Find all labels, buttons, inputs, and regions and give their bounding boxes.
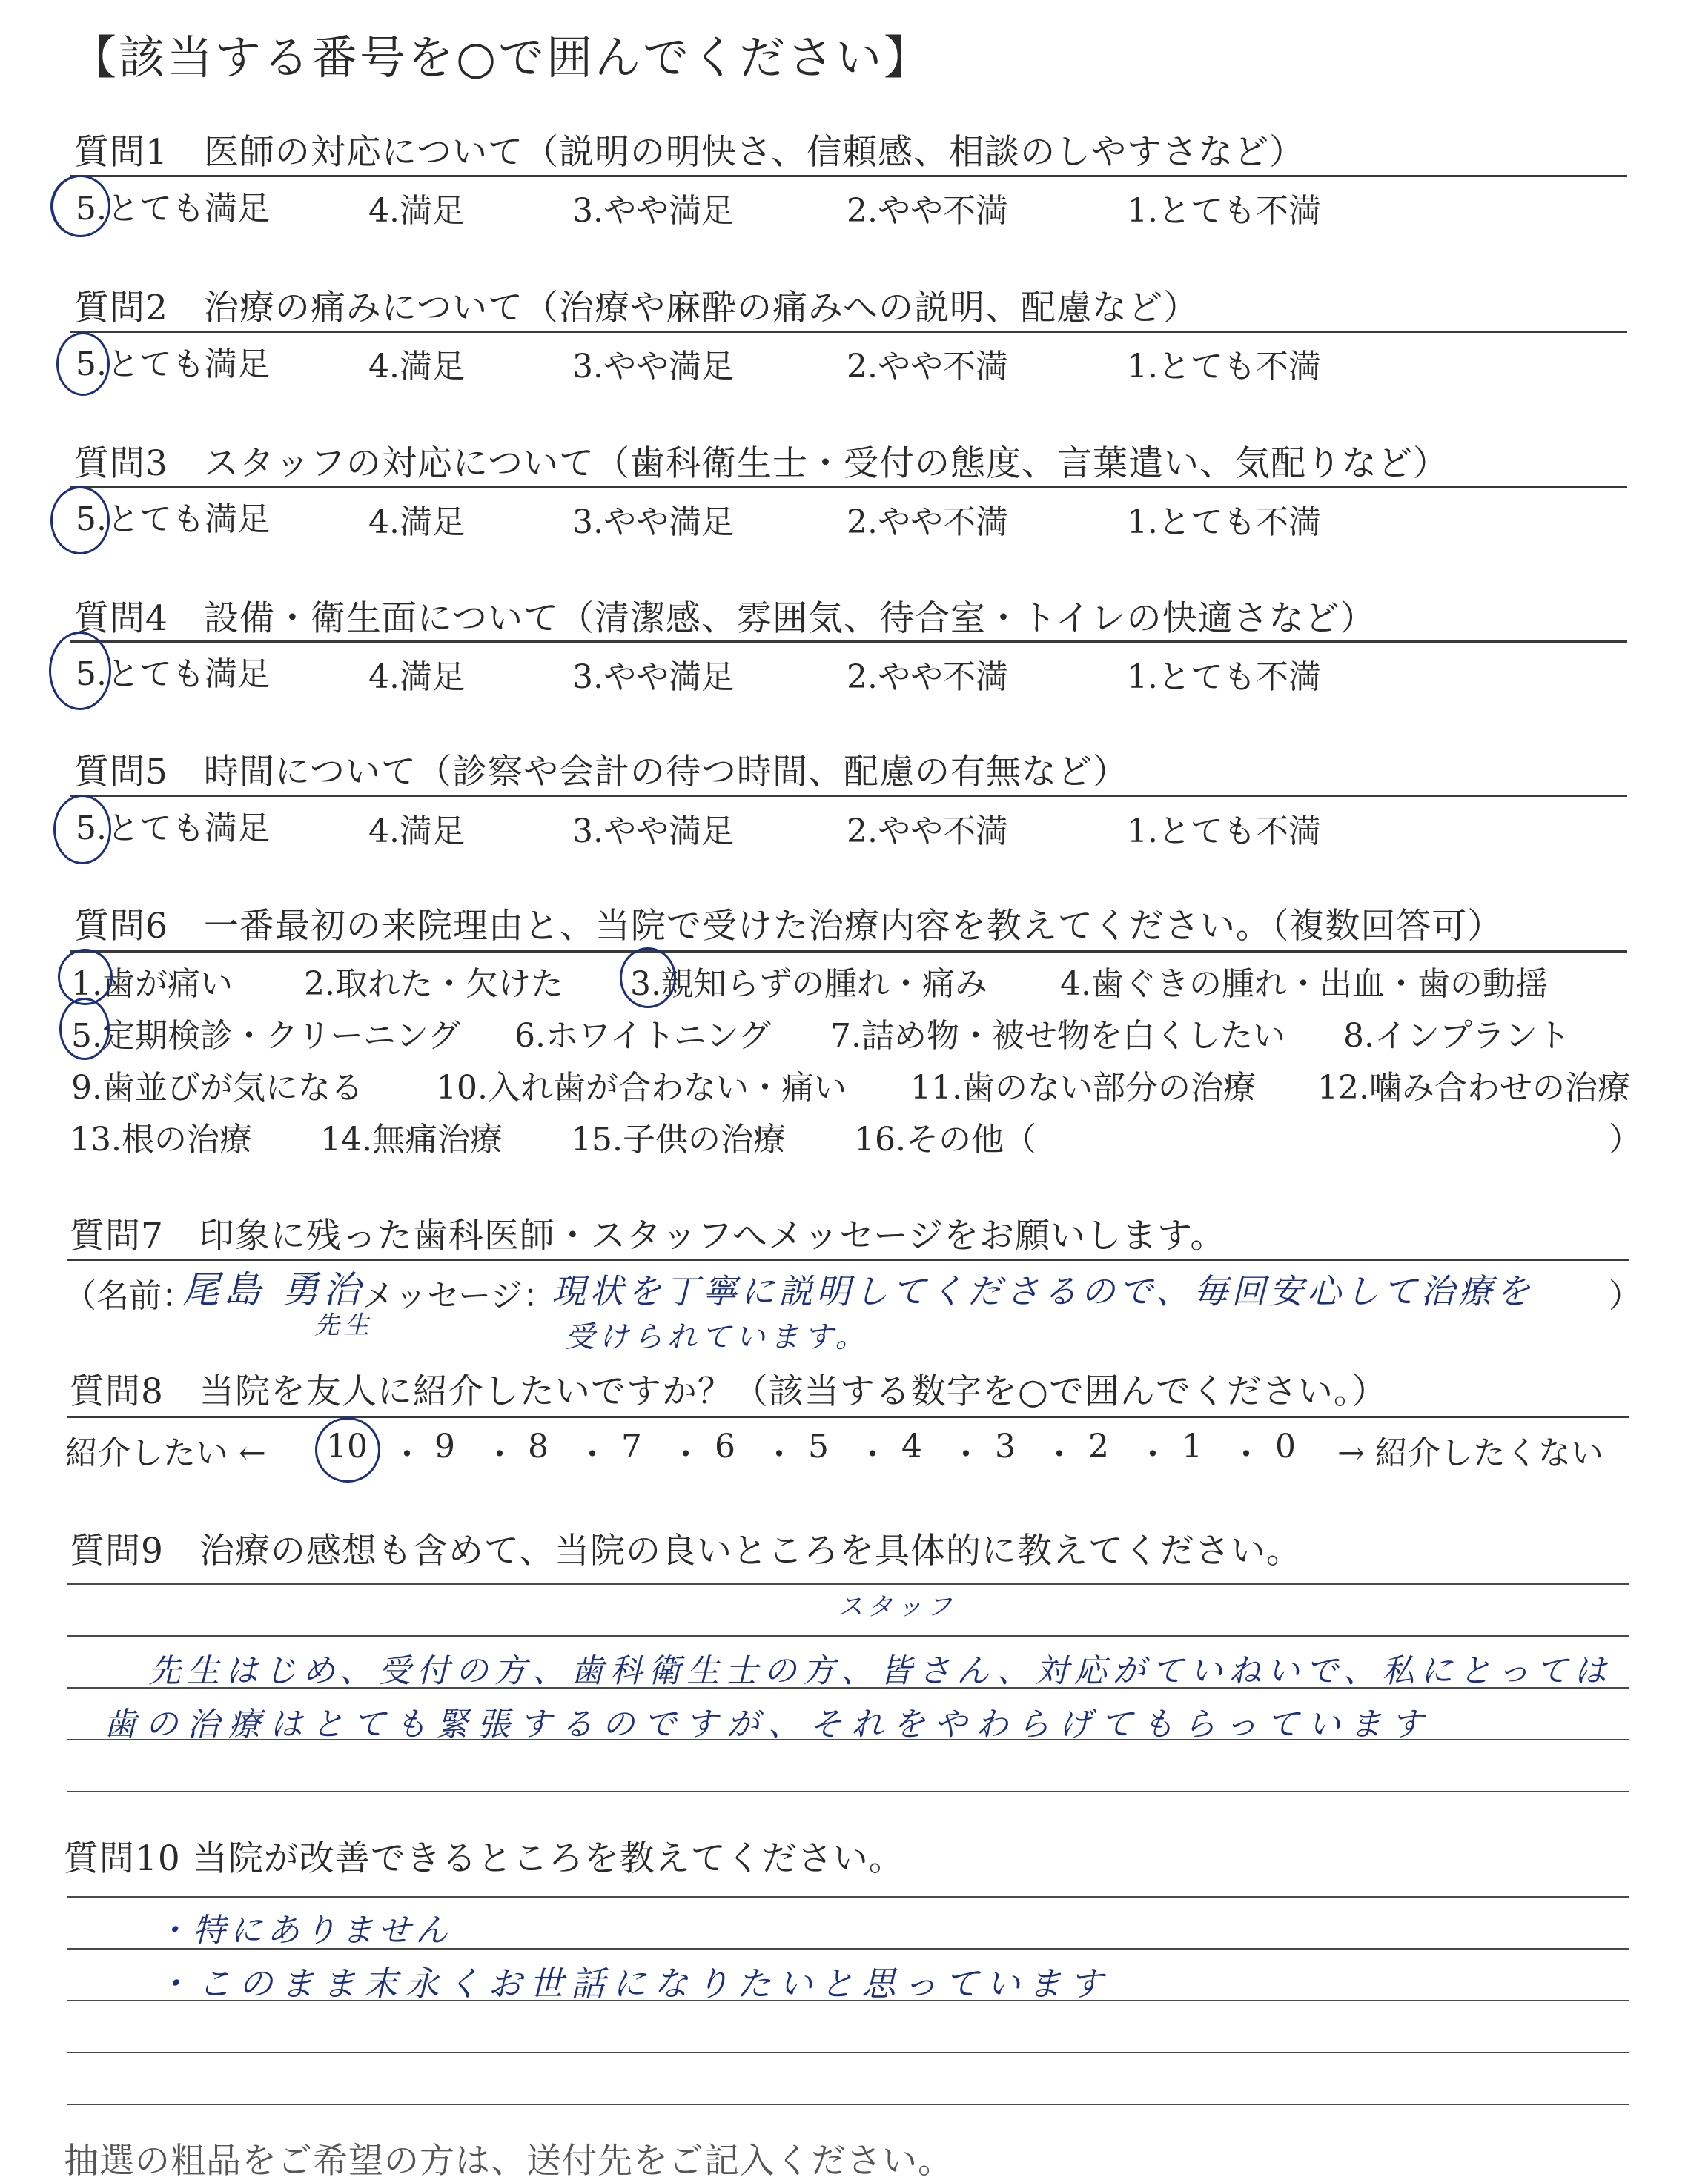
q10-line-1 — [67, 1896, 1629, 1898]
question-4-underline — [70, 640, 1627, 643]
q8-scale-9[interactable]: 9 — [434, 1428, 455, 1465]
q2-option-3[interactable]: 3.やや満足 — [572, 348, 734, 385]
q8-dot: ・ — [1043, 1436, 1076, 1474]
q5-option-2[interactable]: 2.やや不満 — [847, 812, 1008, 850]
q8-scale-6[interactable]: 6 — [715, 1428, 735, 1465]
q3-option-5[interactable]: 5.とても満足 — [76, 500, 270, 538]
q6-option-16[interactable]: 16.その他（ — [854, 1121, 1036, 1159]
question-7-title: 質問7 印象に残った歯科医師・スタッフへメッセージをお願いします。 — [70, 1216, 1226, 1256]
q4-option-4[interactable]: 4.満足 — [368, 658, 465, 696]
q5-option-4[interactable]: 4.満足 — [368, 812, 465, 850]
q2-option-1[interactable]: 1.とても不満 — [1127, 348, 1321, 385]
q8-scale-1[interactable]: 1 — [1182, 1428, 1202, 1465]
q6-answer-circle-1 — [58, 949, 113, 1005]
q8-scale-5[interactable]: 5 — [808, 1428, 829, 1465]
q6-option-13[interactable]: 13.根の治療 — [70, 1121, 252, 1159]
question-3-title: 質問3 スタッフの対応について（歯科衛生士・受付の態度、言葉遣い、気配りなど） — [74, 443, 1449, 484]
q6-option-11[interactable]: 11.歯のない部分の治療 — [910, 1069, 1256, 1107]
q2-answer-circle — [56, 332, 110, 396]
q6-option-3[interactable]: 3.親知らずの腫れ・痛み — [630, 965, 987, 1003]
question-8-title: 質問8 当院を友人に紹介したいですか？（該当する数字を○で囲んでください。） — [70, 1371, 1388, 1412]
q9-insert-note: スタッフ — [838, 1592, 956, 1622]
q4-option-1[interactable]: 1.とても不満 — [1127, 658, 1321, 696]
q8-scale-2[interactable]: 2 — [1088, 1428, 1109, 1465]
q8-dot: ・ — [950, 1436, 982, 1474]
q1-option-2[interactable]: 2.やや不満 — [847, 192, 1008, 230]
question-8-underline — [67, 1416, 1629, 1418]
q8-scale-8[interactable]: 8 — [528, 1428, 549, 1465]
q8-dot: ・ — [1136, 1436, 1169, 1474]
q3-answer-circle — [50, 486, 110, 554]
q7-name-label: （名前： — [64, 1277, 194, 1315]
q9-line-2 — [67, 1635, 1629, 1637]
q6-option-15[interactable]: 15.子供の治療 — [571, 1121, 786, 1159]
q10-answer-line2: ・このまま末永くお世話になりたいと思っています — [156, 1964, 1110, 2004]
q8-scale-10[interactable]: 10 — [326, 1428, 368, 1465]
q9-answer-line1: 先生はじめ、受付の方、歯科衛生士の方、皆さん、対応がていねいで、私にとっては — [148, 1652, 1613, 1690]
q8-dot: ・ — [763, 1436, 795, 1474]
q6-option-7[interactable]: 7.詰め物・被せ物を白くしたい — [830, 1017, 1285, 1055]
q1-option-1[interactable]: 1.とても不満 — [1127, 192, 1321, 230]
q3-option-1[interactable]: 1.とても不満 — [1127, 503, 1321, 541]
q8-dot: ・ — [856, 1436, 889, 1474]
q9-line-1 — [67, 1583, 1629, 1585]
q8-left-label: 紹介したい ← — [65, 1434, 266, 1472]
q4-answer-circle — [49, 632, 111, 710]
q1-option-3[interactable]: 3.やや満足 — [572, 192, 734, 230]
q3-option-4[interactable]: 4.満足 — [368, 503, 465, 541]
q6-option-4[interactable]: 4.歯ぐきの腫れ・出血・歯の動揺 — [1060, 965, 1548, 1003]
q7-message-line2: 受けられています。 — [565, 1320, 870, 1354]
q10-line-4 — [67, 2052, 1629, 2053]
q5-answer-circle — [53, 795, 111, 864]
q8-scale-3[interactable]: 3 — [995, 1428, 1016, 1465]
q6-answer-circle-3 — [620, 947, 676, 1008]
question-3-underline — [70, 486, 1627, 488]
q6-option-9[interactable]: 9.歯並びが気になる — [71, 1069, 363, 1107]
q5-option-5[interactable]: 5.とても満足 — [76, 809, 270, 847]
q4-option-3[interactable]: 3.やや満足 — [572, 658, 734, 696]
q9-answer-line2: 歯の治療はとても緊張するのですが、それをやわらげてもらっています — [104, 1706, 1432, 1743]
question-5-underline — [70, 795, 1627, 797]
question-4-title: 質問4 設備・衛生面について（清潔感、雰囲気、待合室・トイレの快適さなど） — [74, 598, 1376, 639]
q7-name-value: 尾島 勇治 — [182, 1268, 365, 1311]
question-2-underline — [70, 331, 1627, 333]
question-2-title: 質問2 治療の痛みについて（治療や麻酔の痛みへの説明、配慮など） — [74, 288, 1199, 328]
form-title: 【該当する番号を○で囲んでください】 — [70, 30, 933, 85]
q1-option-5[interactable]: 5.とても満足 — [76, 190, 270, 228]
q1-answer-circle — [50, 175, 110, 237]
q3-option-2[interactable]: 2.やや不満 — [847, 503, 1008, 541]
q8-answer-circle — [315, 1417, 380, 1483]
question-1-title: 質問1 医師の対応について（説明の明快さ、信頼感、相談のしやすさなど） — [74, 132, 1305, 173]
q6-option-1[interactable]: 1.歯が痛い — [71, 965, 233, 1003]
q6-option-10[interactable]: 10.入れ歯が合わない・痛い — [436, 1069, 847, 1107]
q8-dot: ・ — [391, 1436, 423, 1474]
q6-option-6[interactable]: 6.ホワイトニング — [514, 1017, 772, 1055]
q2-option-2[interactable]: 2.やや不満 — [847, 348, 1008, 385]
q6-option-5[interactable]: 5.定期検診・クリーニング — [71, 1017, 461, 1055]
question-10-title: 質問10 当院が改善できるところを教えてください。 — [64, 1838, 904, 1879]
q8-dot: ・ — [576, 1436, 609, 1474]
footer-prize-note: 抽選の粗品をご希望の方は、送付先をご記入ください。 — [64, 2141, 953, 2182]
q7-message-line1: 現状を丁寧に説明してくださるので、毎回安心して治療を — [552, 1271, 1535, 1311]
q1-option-4[interactable]: 4.満足 — [368, 192, 465, 230]
q8-dot: ・ — [483, 1436, 516, 1474]
question-5-title: 質問5 時間について（診察や会計の待つ時間、配慮の有無など） — [74, 752, 1128, 792]
question-6-underline — [70, 950, 1627, 953]
q6-option-14[interactable]: 14.無痛治療 — [320, 1121, 503, 1159]
q8-scale-0[interactable]: 0 — [1275, 1428, 1296, 1465]
q10-line-5 — [67, 2104, 1629, 2105]
q6-answer-circle-5 — [59, 998, 110, 1060]
q5-option-1[interactable]: 1.とても不満 — [1127, 812, 1321, 850]
q10-answer-line1: ・特にありません — [156, 1912, 452, 1950]
question-6-title: 質問6 一番最初の来院理由と、当院で受けた治療内容を教えてください。（複数回答可） — [74, 906, 1503, 947]
q2-option-4[interactable]: 4.満足 — [368, 348, 465, 385]
q9-line-5 — [67, 1791, 1629, 1792]
q5-option-3[interactable]: 3.やや満足 — [572, 812, 734, 850]
q7-message-label: メッセージ： — [362, 1277, 556, 1315]
q3-option-3[interactable]: 3.やや満足 — [572, 503, 734, 541]
q8-dot: ・ — [1230, 1436, 1262, 1474]
q6-option-2[interactable]: 2.取れた・欠けた — [304, 965, 563, 1003]
q4-option-5[interactable]: 5.とても満足 — [76, 655, 270, 693]
q7-close: ） — [1609, 1277, 1641, 1315]
q8-scale-4[interactable]: 4 — [901, 1428, 922, 1465]
q2-option-5[interactable]: 5.とても満足 — [76, 345, 270, 383]
question-1-underline — [70, 175, 1627, 177]
q8-scale-7[interactable]: 7 — [621, 1428, 642, 1465]
q8-dot: ・ — [669, 1436, 702, 1474]
q6-option-12[interactable]: 12.噛み合わせの治療 — [1317, 1069, 1630, 1107]
q6-option-8[interactable]: 8.インプラント — [1343, 1017, 1570, 1055]
q8-right-label: → 紹介したくない — [1337, 1434, 1603, 1472]
q4-option-2[interactable]: 2.やや不満 — [847, 658, 1008, 696]
q7-name-note: 先生 — [314, 1311, 374, 1340]
question-9-title: 質問9 治療の感想も含めて、当院の良いところを具体的に教えてください。 — [70, 1531, 1302, 1571]
q6-other-close: ） — [1609, 1121, 1641, 1159]
